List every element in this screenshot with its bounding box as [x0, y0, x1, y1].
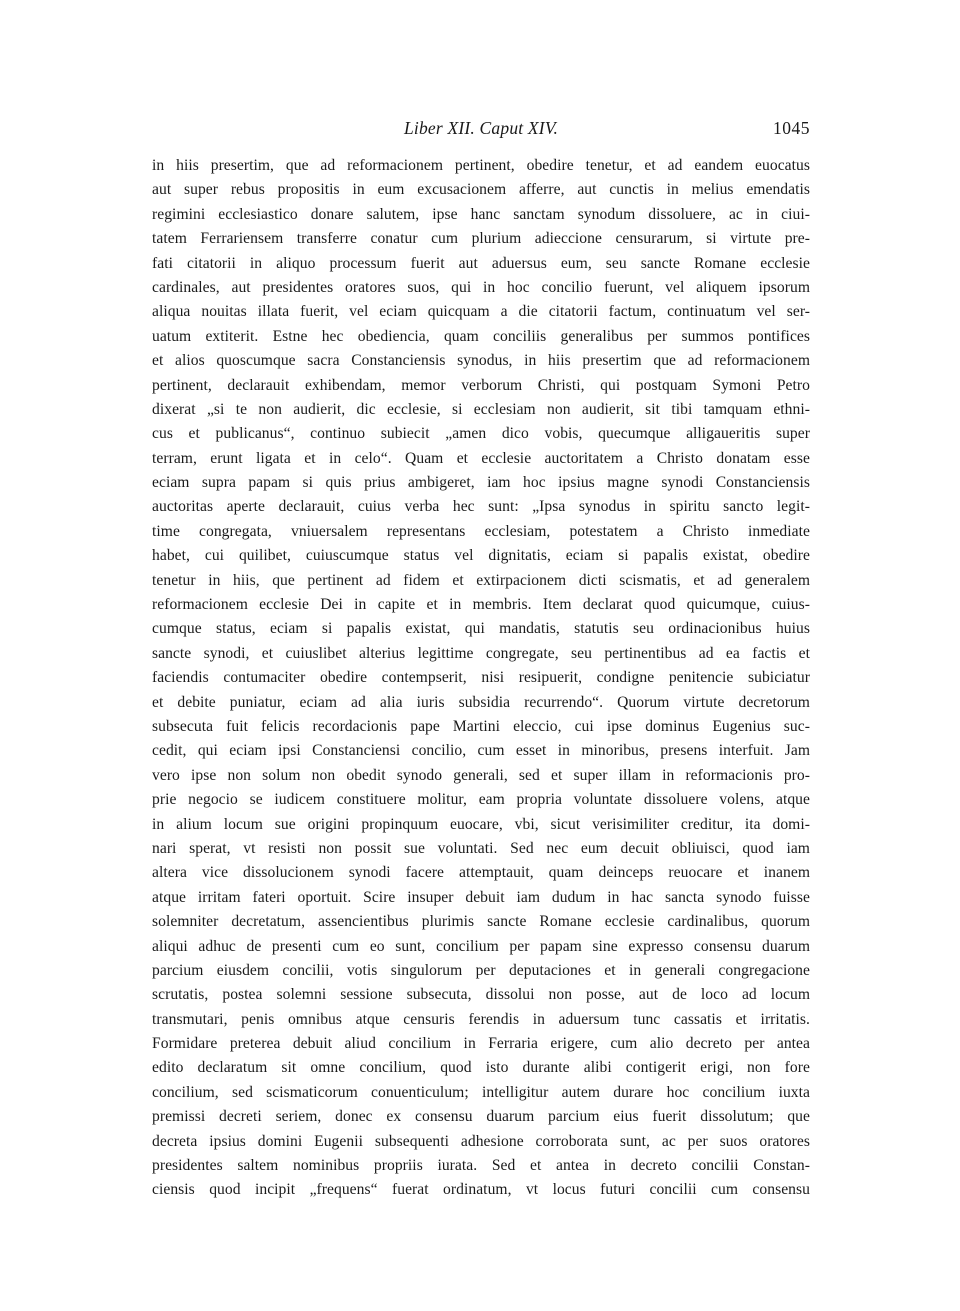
text-line: aut super rebus propositis in eum excusacionem afferre, aut cunctis in melius emendatis	[152, 181, 810, 199]
text-line: uatum extiterit. Estne hec obediencia, quam conciliis generalibus per summos pontifices	[152, 327, 810, 345]
text-line: in hiis presertim, que ad reformacionem pertinent, obedire tenetur, et ad eandem euocatus	[152, 157, 810, 174]
text-line: ciensis quod incipit „frequens“ fuerat ordinatum, vt locus futuri concilii cum consensu	[152, 1181, 810, 1199]
text-line: aliqua nouitas illata fuerit, vel eciam quicquam a die citatorii factum, continuatum vel ser-	[152, 303, 810, 321]
text-line: parcium eiusdem concilii, votis singulorum per deputaciones et in generali congregacione	[152, 961, 810, 979]
text-line: dixerat „si te non audierit, dic ecclesie, si ecclesiam non audierit, sit tibi tamquam ethni-	[152, 400, 810, 418]
text-line: time congregata, vniuersalem representans ecclesiam, potestatem a Christo inmediate	[152, 522, 810, 540]
text-line: atque irritam fateri oportuit. Scire insuper debuit iam dudum in hac sancta synodo fuisse	[152, 888, 810, 906]
text-line: sancte synodi, et cuiuslibet alterius legittime congregate, seu pertinentibus ad ea factis et	[152, 644, 810, 662]
text-line: decreta ipsius domini Eugenii subsequenti adhesione corroborata sunt, ac per suos oratores	[152, 1132, 810, 1150]
text-line: in alium locum sue origini propinquum euocare, vbi, sicut verisimiliter creditur, ita domi-	[152, 815, 810, 833]
text-line: terram, erunt ligata et in celo“. Quam et ecclesie auctoritatem a Christo donatam esse	[152, 449, 810, 467]
text-line: regimini ecclesiastico donare salutem, ipse hanc sanctam synodum dissoluere, ac in ciui-	[152, 205, 810, 223]
text-line: fati citatorii in aliquo processum fuerit aut aduersus eum, seu sancte Romane ecclesie	[152, 254, 810, 272]
text-line: cedit, qui eciam ipsi Constanciensi concilio, cum esset in minoribus, presens interfuit. Jam	[152, 742, 810, 760]
text-line: cardinales, aut presidentes oratores suos, qui in hoc concilio fuerunt, vel aliquem ipsorum	[152, 278, 810, 296]
text-line: edito declaratum sit omne concilium, quod isto durante alibi contigerit erigi, non fore	[152, 1059, 810, 1077]
text-line: cumque status, eciam si papalis existat, qui mandatis, statutis seu ordinacionibus huius	[152, 620, 810, 638]
text-line: cus et publicanus“, continuo subiecit „amen dico vobis, quecumque alligaueritis super	[152, 425, 810, 443]
text-line: solemniter decretatum, assencientibus plurimis sancte Romane ecclesie cardinalibus, quorum	[152, 913, 810, 931]
page-header	[152, 118, 810, 142]
running-title: Liber XII. Caput XIV.	[403, 118, 559, 138]
text-line: presidentes saltem nominibus propriis iurata. Sed et antea in decreto concilii Constan-	[152, 1157, 810, 1175]
body-text	[152, 154, 810, 1203]
text-line: tenetur in hiis, que pertinent ad fidem et extirpacionem dicti scismatis, et ad generalem	[152, 571, 810, 589]
text-line: nari sperat, vt resisti non possit sue voluntati. Sed nec eum decuit obliuisci, quod iam	[152, 839, 810, 857]
text-line: tatem Ferrariensem transferre conatur cum plurium adieccione censurarum, si virtute pre-	[152, 230, 810, 248]
text-line: pertinent, declarauit exhibendam, memor verborum Christi, qui postquam Symoni Petro	[152, 376, 810, 394]
text-line: premissi decreti seriem, donec ex consensu duarum parcium eius fuerit dissolutum; que	[152, 1108, 810, 1126]
text-line: scrutatis, postea solemni sessione subsecuta, dissolui non posse, aut de loco ad locum	[152, 986, 810, 1004]
text-line: faciendis contumaciter obedire contempserit, nisi resipuerit, condigne penitencie subiciatur	[152, 669, 810, 687]
text-line: transmutari, penis omnibus atque censuris ferendis in aduersum tunc cassatis et irritatis.	[152, 1010, 810, 1028]
text-line: et debite puniatur, eciam ad alia iuris subsidia recurrendo“. Quorum virtute decretorum	[152, 693, 810, 711]
text-line: reformacionem ecclesie Dei in capite et in membris. Item declarat quod quicumque, cuius-	[152, 596, 810, 614]
text-line: eciam supra papam si quis prius ambigeret, iam hoc ipsius magne synodi Constanciensis	[152, 474, 810, 492]
text-line: aliqui adhuc de presenti cum eo sunt, concilium per papam sine expresso consensu duarum	[152, 937, 810, 955]
text-line: prie negocio se iudicem constituere molitur, eam propria voluntate dissoluere volens, atque	[152, 791, 810, 809]
page-number: 1045	[773, 118, 810, 138]
text-line: concilium, sed scismaticorum conuenticulum; intelligitur autem durare hoc concilium iuxta	[152, 1083, 810, 1101]
text-line: et alios quoscumque sacra Constanciensis synodus, in hiis presertim que ad reformacionem	[152, 352, 810, 370]
text-line: Formidare preterea debuit aliud concilium in Ferraria erigere, cum alio decreto per antea	[152, 1035, 810, 1053]
text-line: altera vice dissolucionem synodi facere attemptauit, quam deinceps reuocare et inanem	[152, 864, 810, 882]
text-line: vero ipse non solum non obedit synodo generali, sed et super illam in reformacionis pro-	[152, 766, 810, 784]
text-line: subsecuta fuit felicis recordacionis pape Martini eleccio, cui ipse dominus Eugenius suc-	[152, 717, 810, 735]
text-line: habet, cui quilibet, cuiuscumque status vel dignitatis, eciam si papalis existat, obedire	[152, 547, 810, 565]
text-line: auctoritas aperte declarauit, cuius verba hec sunt: „Ipsa synodus in spiritu sancto legit-	[152, 498, 810, 516]
